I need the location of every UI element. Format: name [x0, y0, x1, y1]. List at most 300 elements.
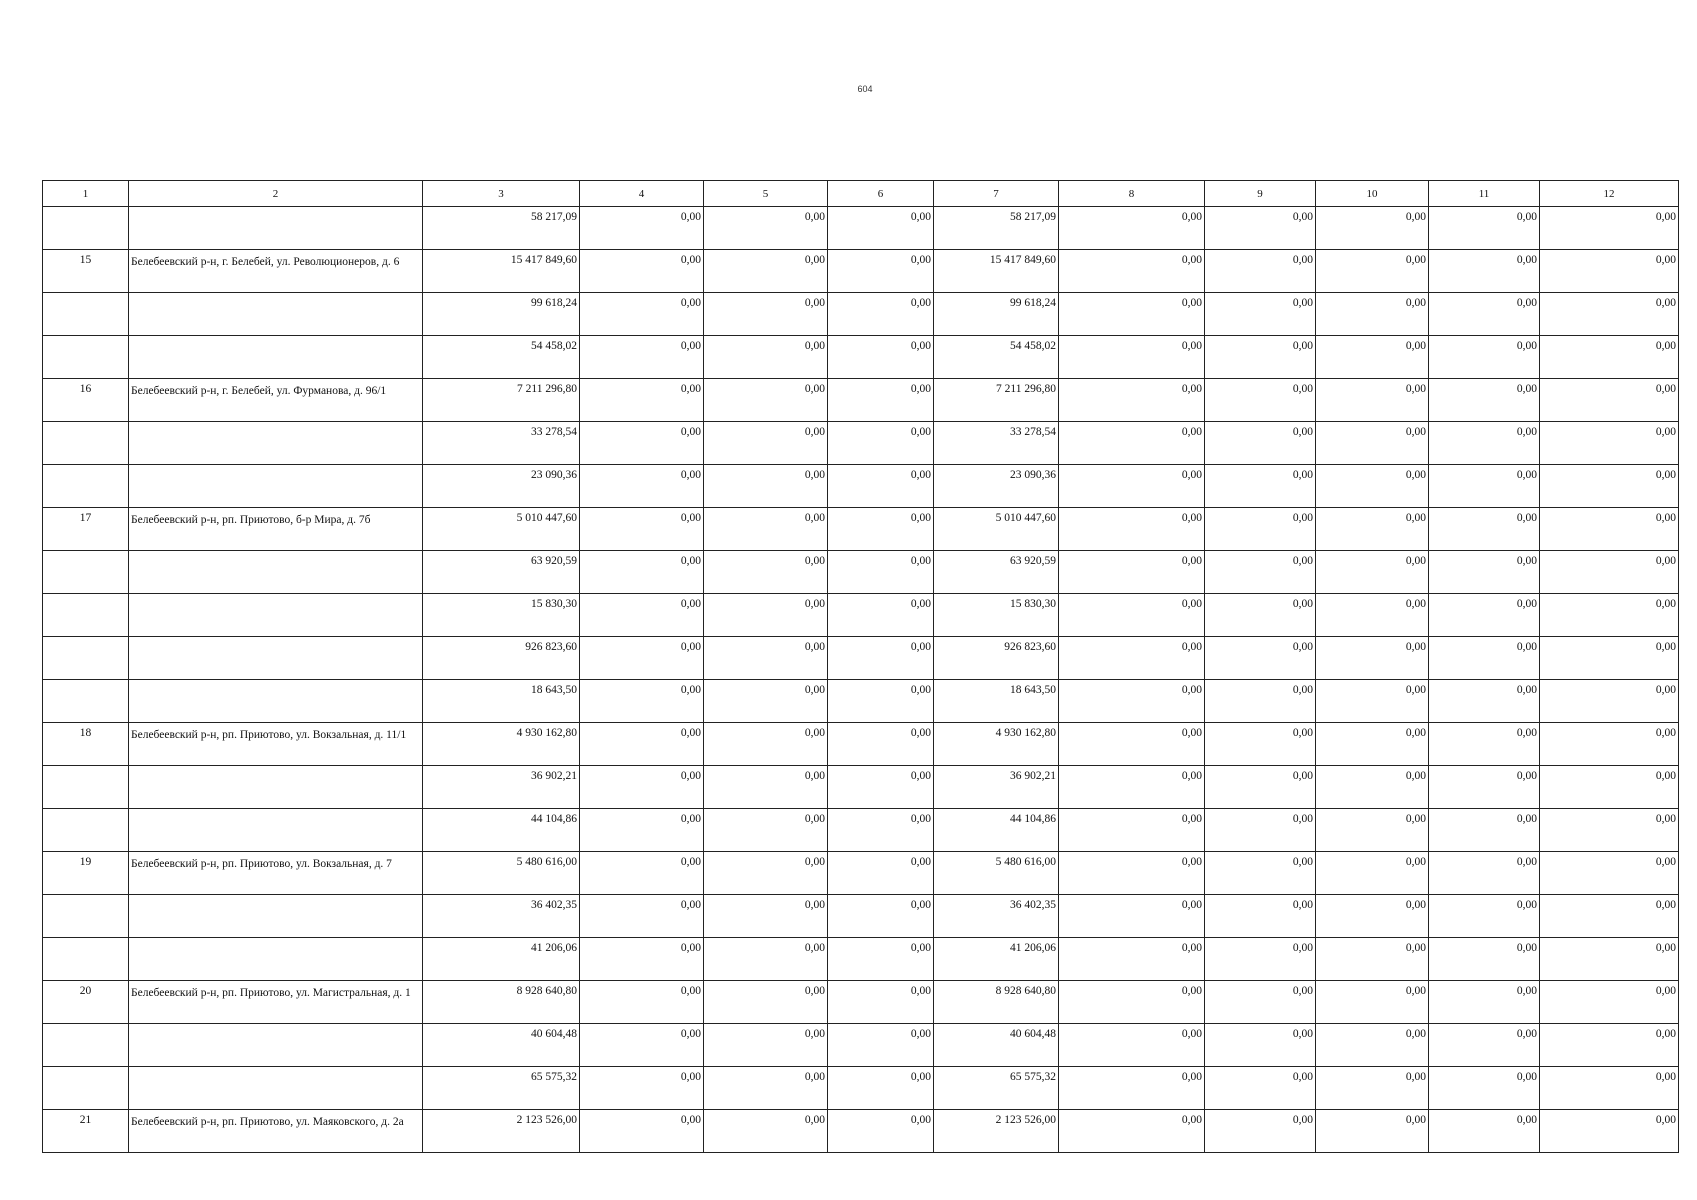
- value-cell: 0,00: [1429, 809, 1540, 852]
- value-cell: 0,00: [1059, 1110, 1205, 1153]
- value-cell: 0,00: [1059, 379, 1205, 422]
- value-cell: 0,00: [828, 766, 934, 809]
- value-cell: 0,00: [1316, 551, 1429, 594]
- value-cell: 0,00: [580, 293, 704, 336]
- address-cell: [129, 207, 423, 250]
- value-cell: 0,00: [1316, 465, 1429, 508]
- value-cell: 0,00: [1205, 938, 1316, 981]
- value-cell: 0,00: [1540, 508, 1679, 551]
- value-cell: 0,00: [1316, 723, 1429, 766]
- col-header: 1: [43, 181, 129, 207]
- value-cell: 0,00: [1540, 250, 1679, 293]
- value-cell: 0,00: [1059, 336, 1205, 379]
- value-cell: 0,00: [828, 465, 934, 508]
- value-cell: 0,00: [1429, 508, 1540, 551]
- value-cell: 0,00: [1429, 637, 1540, 680]
- value-cell: 0,00: [1316, 852, 1429, 895]
- value-cell: 0,00: [1059, 895, 1205, 938]
- value-cell: 54 458,02: [423, 336, 580, 379]
- value-cell: 0,00: [1429, 766, 1540, 809]
- address-cell: [129, 1067, 423, 1110]
- value-cell: 23 090,36: [934, 465, 1059, 508]
- value-cell: 0,00: [580, 895, 704, 938]
- col-header: 6: [828, 181, 934, 207]
- col-header: 5: [704, 181, 828, 207]
- value-cell: 0,00: [1316, 1110, 1429, 1153]
- col-header: 12: [1540, 181, 1679, 207]
- value-cell: 0,00: [580, 1024, 704, 1067]
- value-cell: 0,00: [1429, 336, 1540, 379]
- value-cell: 0,00: [1316, 766, 1429, 809]
- value-cell: 0,00: [828, 207, 934, 250]
- value-cell: 0,00: [1540, 723, 1679, 766]
- table-row: [43, 551, 1679, 594]
- table-row: [43, 207, 1679, 250]
- row-number-cell: [43, 422, 129, 465]
- table-body: [43, 207, 1679, 1153]
- value-cell: 0,00: [580, 809, 704, 852]
- value-cell: 0,00: [828, 1024, 934, 1067]
- value-cell: 0,00: [1429, 680, 1540, 723]
- row-number-cell: [43, 551, 129, 594]
- table-row: [43, 809, 1679, 852]
- address-cell: [129, 336, 423, 379]
- value-cell: 0,00: [1059, 207, 1205, 250]
- value-cell: 0,00: [1205, 1024, 1316, 1067]
- address-cell: Белебеевский р-н, рп. Приютово, ул. Маяковского, д. 2а: [129, 1110, 423, 1153]
- value-cell: 0,00: [580, 207, 704, 250]
- value-cell: 0,00: [1540, 336, 1679, 379]
- table-row: [43, 1110, 1679, 1153]
- value-cell: 0,00: [704, 379, 828, 422]
- value-cell: 0,00: [704, 938, 828, 981]
- value-cell: 0,00: [704, 680, 828, 723]
- value-cell: 33 278,54: [423, 422, 580, 465]
- value-cell: 0,00: [828, 938, 934, 981]
- value-cell: 0,00: [1316, 379, 1429, 422]
- address-cell: [129, 293, 423, 336]
- value-cell: 0,00: [580, 594, 704, 637]
- value-cell: 0,00: [704, 895, 828, 938]
- value-cell: 0,00: [1059, 723, 1205, 766]
- value-cell: 0,00: [1429, 852, 1540, 895]
- address-cell: [129, 594, 423, 637]
- value-cell: 0,00: [1205, 422, 1316, 465]
- row-number-cell: [43, 336, 129, 379]
- value-cell: 0,00: [704, 508, 828, 551]
- value-cell: 0,00: [1059, 981, 1205, 1024]
- value-cell: 63 920,59: [934, 551, 1059, 594]
- value-cell: 0,00: [828, 250, 934, 293]
- value-cell: 0,00: [580, 508, 704, 551]
- value-cell: 0,00: [704, 1067, 828, 1110]
- table-row: [43, 895, 1679, 938]
- value-cell: 0,00: [828, 293, 934, 336]
- value-cell: 0,00: [580, 981, 704, 1024]
- value-cell: 0,00: [1205, 207, 1316, 250]
- value-cell: 0,00: [704, 594, 828, 637]
- value-cell: 0,00: [1059, 938, 1205, 981]
- value-cell: 0,00: [1540, 465, 1679, 508]
- address-cell: Белебеевский р-н, рп. Приютово, ул. Вокзальная, д. 7: [129, 852, 423, 895]
- value-cell: 0,00: [1059, 551, 1205, 594]
- table-row: [43, 594, 1679, 637]
- value-cell: 23 090,36: [423, 465, 580, 508]
- row-number-cell: [43, 594, 129, 637]
- value-cell: 0,00: [704, 551, 828, 594]
- value-cell: 0,00: [1059, 637, 1205, 680]
- value-cell: 0,00: [1059, 1067, 1205, 1110]
- value-cell: 0,00: [1059, 422, 1205, 465]
- value-cell: 0,00: [1316, 1067, 1429, 1110]
- table-row: [43, 723, 1679, 766]
- value-cell: 0,00: [1540, 207, 1679, 250]
- value-cell: 65 575,32: [423, 1067, 580, 1110]
- row-number-cell: 17: [43, 508, 129, 551]
- value-cell: 0,00: [580, 723, 704, 766]
- row-number-cell: [43, 895, 129, 938]
- value-cell: 0,00: [1205, 809, 1316, 852]
- value-cell: 5 010 447,60: [934, 508, 1059, 551]
- value-cell: 0,00: [828, 594, 934, 637]
- value-cell: 0,00: [1540, 1067, 1679, 1110]
- value-cell: 0,00: [1429, 981, 1540, 1024]
- value-cell: 0,00: [1205, 680, 1316, 723]
- value-cell: 36 402,35: [423, 895, 580, 938]
- value-cell: 15 830,30: [934, 594, 1059, 637]
- address-cell: [129, 637, 423, 680]
- value-cell: 0,00: [1059, 680, 1205, 723]
- value-cell: 0,00: [1205, 1067, 1316, 1110]
- value-cell: 0,00: [704, 723, 828, 766]
- value-cell: 0,00: [1429, 938, 1540, 981]
- value-cell: 0,00: [1540, 637, 1679, 680]
- row-number-cell: [43, 293, 129, 336]
- value-cell: 0,00: [828, 809, 934, 852]
- col-header: 4: [580, 181, 704, 207]
- table-row: [43, 336, 1679, 379]
- value-cell: 15 417 849,60: [423, 250, 580, 293]
- value-cell: 0,00: [1059, 1024, 1205, 1067]
- row-number-cell: [43, 637, 129, 680]
- value-cell: 0,00: [1429, 207, 1540, 250]
- value-cell: 0,00: [704, 766, 828, 809]
- value-cell: 0,00: [1205, 1110, 1316, 1153]
- value-cell: 0,00: [1059, 594, 1205, 637]
- value-cell: 33 278,54: [934, 422, 1059, 465]
- value-cell: 0,00: [828, 637, 934, 680]
- table-row: [43, 293, 1679, 336]
- value-cell: 926 823,60: [934, 637, 1059, 680]
- value-cell: 0,00: [1205, 551, 1316, 594]
- value-cell: 0,00: [1205, 465, 1316, 508]
- value-cell: 0,00: [1059, 809, 1205, 852]
- value-cell: 0,00: [1205, 852, 1316, 895]
- value-cell: 0,00: [1316, 508, 1429, 551]
- address-cell: Белебеевский р-н, рп. Приютово, ул. Магистральная, д. 1: [129, 981, 423, 1024]
- value-cell: 0,00: [1540, 594, 1679, 637]
- value-cell: 0,00: [1059, 766, 1205, 809]
- address-cell: [129, 465, 423, 508]
- row-number-cell: [43, 938, 129, 981]
- value-cell: 40 604,48: [934, 1024, 1059, 1067]
- value-cell: 0,00: [828, 981, 934, 1024]
- value-cell: 40 604,48: [423, 1024, 580, 1067]
- value-cell: 0,00: [580, 637, 704, 680]
- value-cell: 0,00: [704, 981, 828, 1024]
- value-cell: 4 930 162,80: [423, 723, 580, 766]
- value-cell: 0,00: [828, 551, 934, 594]
- value-cell: 0,00: [1540, 981, 1679, 1024]
- col-header: 11: [1429, 181, 1540, 207]
- col-header: 3: [423, 181, 580, 207]
- address-cell: [129, 551, 423, 594]
- value-cell: 0,00: [1540, 852, 1679, 895]
- value-cell: 0,00: [704, 293, 828, 336]
- value-cell: 0,00: [1429, 895, 1540, 938]
- value-cell: 0,00: [704, 1110, 828, 1153]
- value-cell: 0,00: [1429, 250, 1540, 293]
- value-cell: 0,00: [704, 465, 828, 508]
- value-cell: 0,00: [1316, 1024, 1429, 1067]
- value-cell: 0,00: [580, 379, 704, 422]
- value-cell: 0,00: [704, 809, 828, 852]
- value-cell: 0,00: [704, 1024, 828, 1067]
- value-cell: 0,00: [1316, 293, 1429, 336]
- value-cell: 5 480 616,00: [934, 852, 1059, 895]
- value-cell: 0,00: [580, 938, 704, 981]
- table-row: [43, 852, 1679, 895]
- budget-table: [42, 180, 1679, 1153]
- table-row: [43, 1024, 1679, 1067]
- value-cell: 0,00: [828, 422, 934, 465]
- row-number-cell: 20: [43, 981, 129, 1024]
- row-number-cell: 19: [43, 852, 129, 895]
- value-cell: 99 618,24: [423, 293, 580, 336]
- table-row: [43, 508, 1679, 551]
- value-cell: 0,00: [1059, 852, 1205, 895]
- row-number-cell: 16: [43, 379, 129, 422]
- value-cell: 0,00: [580, 422, 704, 465]
- value-cell: 0,00: [828, 723, 934, 766]
- value-cell: 0,00: [1429, 594, 1540, 637]
- table-row: [43, 766, 1679, 809]
- value-cell: 0,00: [1540, 895, 1679, 938]
- page-number: 604: [857, 84, 873, 94]
- value-cell: 0,00: [1316, 981, 1429, 1024]
- value-cell: 54 458,02: [934, 336, 1059, 379]
- value-cell: 0,00: [828, 895, 934, 938]
- value-cell: 0,00: [1316, 422, 1429, 465]
- value-cell: 18 643,50: [934, 680, 1059, 723]
- value-cell: 0,00: [704, 422, 828, 465]
- value-cell: 0,00: [580, 551, 704, 594]
- value-cell: 926 823,60: [423, 637, 580, 680]
- col-header: 2: [129, 181, 423, 207]
- value-cell: 36 902,21: [423, 766, 580, 809]
- value-cell: 15 830,30: [423, 594, 580, 637]
- value-cell: 0,00: [1429, 1110, 1540, 1153]
- value-cell: 0,00: [1059, 293, 1205, 336]
- value-cell: 0,00: [828, 336, 934, 379]
- value-cell: 5 480 616,00: [423, 852, 580, 895]
- value-cell: 0,00: [580, 766, 704, 809]
- address-cell: Белебеевский р-н, г. Белебей, ул. Фурманова, д. 96/1: [129, 379, 423, 422]
- value-cell: 7 211 296,80: [423, 379, 580, 422]
- row-number-cell: [43, 766, 129, 809]
- row-number-cell: 21: [43, 1110, 129, 1153]
- value-cell: 0,00: [1059, 508, 1205, 551]
- address-cell: [129, 766, 423, 809]
- value-cell: 0,00: [1540, 293, 1679, 336]
- value-cell: 0,00: [580, 1067, 704, 1110]
- value-cell: 0,00: [1429, 422, 1540, 465]
- address-cell: [129, 938, 423, 981]
- value-cell: 0,00: [704, 637, 828, 680]
- value-cell: 0,00: [580, 250, 704, 293]
- table-row: [43, 250, 1679, 293]
- col-header: 7: [934, 181, 1059, 207]
- row-number-cell: 15: [43, 250, 129, 293]
- address-cell: [129, 680, 423, 723]
- table-row: [43, 1067, 1679, 1110]
- value-cell: 0,00: [580, 680, 704, 723]
- value-cell: 0,00: [1205, 293, 1316, 336]
- value-cell: 18 643,50: [423, 680, 580, 723]
- value-cell: 2 123 526,00: [934, 1110, 1059, 1153]
- address-cell: [129, 1024, 423, 1067]
- col-header: 10: [1316, 181, 1429, 207]
- value-cell: 2 123 526,00: [423, 1110, 580, 1153]
- row-number-cell: [43, 680, 129, 723]
- value-cell: 0,00: [1316, 809, 1429, 852]
- value-cell: 0,00: [1429, 1067, 1540, 1110]
- value-cell: 44 104,86: [934, 809, 1059, 852]
- value-cell: 0,00: [1429, 465, 1540, 508]
- address-cell: [129, 422, 423, 465]
- table-row: [43, 637, 1679, 680]
- value-cell: 4 930 162,80: [934, 723, 1059, 766]
- row-number-cell: 18: [43, 723, 129, 766]
- value-cell: 0,00: [1205, 981, 1316, 1024]
- value-cell: 8 928 640,80: [934, 981, 1059, 1024]
- table-row: [43, 422, 1679, 465]
- value-cell: 0,00: [1429, 1024, 1540, 1067]
- row-number-cell: [43, 1067, 129, 1110]
- row-number-cell: [43, 465, 129, 508]
- value-cell: 0,00: [1316, 895, 1429, 938]
- value-cell: 0,00: [828, 1067, 934, 1110]
- value-cell: 0,00: [1540, 1110, 1679, 1153]
- value-cell: 0,00: [1316, 336, 1429, 379]
- value-cell: 0,00: [704, 207, 828, 250]
- value-cell: 0,00: [828, 852, 934, 895]
- value-cell: 0,00: [828, 1110, 934, 1153]
- table-row: [43, 981, 1679, 1024]
- value-cell: 0,00: [1316, 637, 1429, 680]
- value-cell: 0,00: [704, 250, 828, 293]
- value-cell: 99 618,24: [934, 293, 1059, 336]
- value-cell: 0,00: [1429, 723, 1540, 766]
- value-cell: 8 928 640,80: [423, 981, 580, 1024]
- value-cell: 0,00: [1205, 508, 1316, 551]
- table-row: [43, 465, 1679, 508]
- value-cell: 0,00: [828, 508, 934, 551]
- col-header: 9: [1205, 181, 1316, 207]
- value-cell: 0,00: [1540, 422, 1679, 465]
- value-cell: 0,00: [1429, 551, 1540, 594]
- value-cell: 0,00: [1205, 379, 1316, 422]
- value-cell: 41 206,06: [934, 938, 1059, 981]
- value-cell: 15 417 849,60: [934, 250, 1059, 293]
- value-cell: 0,00: [1540, 680, 1679, 723]
- value-cell: 0,00: [1540, 809, 1679, 852]
- value-cell: 65 575,32: [934, 1067, 1059, 1110]
- value-cell: 0,00: [704, 336, 828, 379]
- value-cell: 0,00: [1316, 250, 1429, 293]
- row-number-cell: [43, 809, 129, 852]
- value-cell: 0,00: [1205, 637, 1316, 680]
- address-cell: Белебеевский р-н, рп. Приютово, ул. Вокзальная, д. 11/1: [129, 723, 423, 766]
- address-cell: Белебеевский р-н, г. Белебей, ул. Революционеров, д. 6: [129, 250, 423, 293]
- value-cell: 58 217,09: [934, 207, 1059, 250]
- value-cell: 0,00: [1429, 293, 1540, 336]
- value-cell: 0,00: [1429, 379, 1540, 422]
- value-cell: 0,00: [1205, 723, 1316, 766]
- value-cell: 41 206,06: [423, 938, 580, 981]
- value-cell: 63 920,59: [423, 551, 580, 594]
- value-cell: 0,00: [1540, 1024, 1679, 1067]
- value-cell: 36 402,35: [934, 895, 1059, 938]
- row-number-cell: [43, 207, 129, 250]
- value-cell: 44 104,86: [423, 809, 580, 852]
- value-cell: 0,00: [1540, 551, 1679, 594]
- value-cell: 0,00: [1059, 465, 1205, 508]
- value-cell: 0,00: [580, 1110, 704, 1153]
- value-cell: 0,00: [704, 852, 828, 895]
- value-cell: 7 211 296,80: [934, 379, 1059, 422]
- value-cell: 0,00: [580, 465, 704, 508]
- table-row: [43, 680, 1679, 723]
- value-cell: 0,00: [1205, 766, 1316, 809]
- value-cell: 0,00: [580, 852, 704, 895]
- table-row: [43, 379, 1679, 422]
- value-cell: 0,00: [1316, 938, 1429, 981]
- value-cell: 0,00: [1205, 250, 1316, 293]
- row-number-cell: [43, 1024, 129, 1067]
- table-row: [43, 938, 1679, 981]
- address-cell: Белебеевский р-н, рп. Приютово, б-р Мира, д. 7б: [129, 508, 423, 551]
- value-cell: 0,00: [1316, 680, 1429, 723]
- value-cell: 0,00: [828, 379, 934, 422]
- value-cell: 0,00: [1059, 250, 1205, 293]
- value-cell: 0,00: [1540, 766, 1679, 809]
- value-cell: 0,00: [580, 336, 704, 379]
- value-cell: 0,00: [1540, 379, 1679, 422]
- value-cell: 0,00: [828, 680, 934, 723]
- col-header: 8: [1059, 181, 1205, 207]
- value-cell: 0,00: [1205, 594, 1316, 637]
- value-cell: 0,00: [1205, 336, 1316, 379]
- value-cell: 0,00: [1316, 207, 1429, 250]
- value-cell: 0,00: [1540, 938, 1679, 981]
- value-cell: 0,00: [1316, 594, 1429, 637]
- value-cell: 58 217,09: [423, 207, 580, 250]
- header-row: [43, 181, 1679, 207]
- address-cell: [129, 895, 423, 938]
- value-cell: 36 902,21: [934, 766, 1059, 809]
- value-cell: 0,00: [1205, 895, 1316, 938]
